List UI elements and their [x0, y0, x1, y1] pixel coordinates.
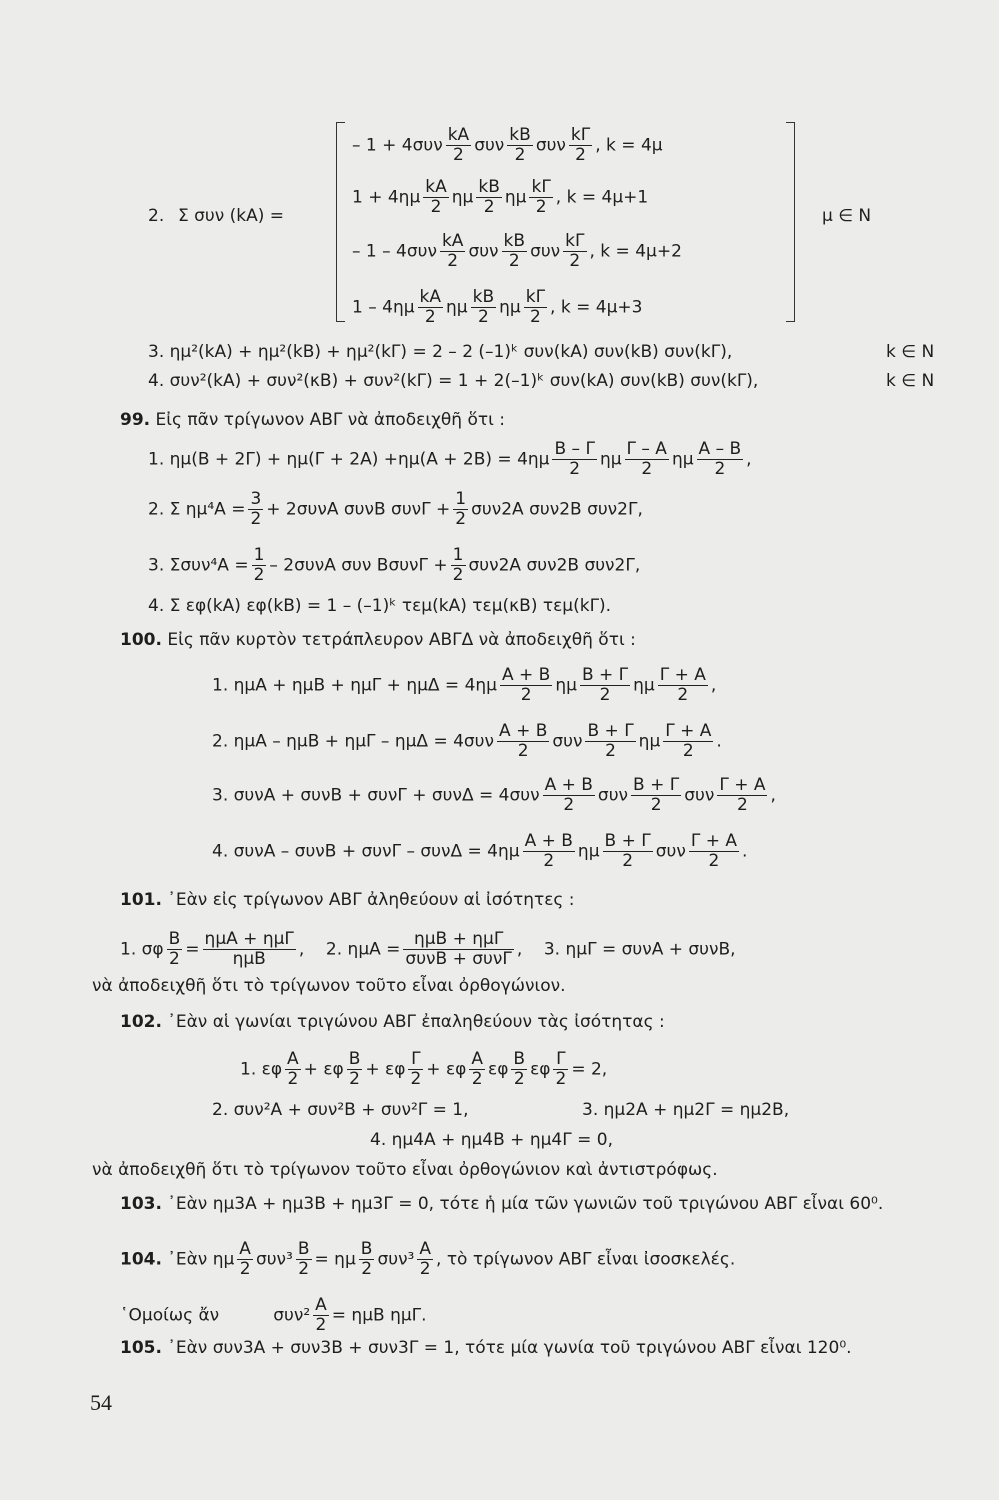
- problem-100-line: 4. συνA – συνB + συνΓ – συνΔ = 4ημ $\frac{A + B}{2}$ ημ $\frac{B + \Gamma}{2}$ συν $\frac{\Gamma + A}{2}$ .: [212, 831, 748, 871]
- problem-100-line: 3. συνA + συνB + συνΓ + συνΔ = 4συν $\frac{A + B}{2}$ συν $\frac{B + \Gamma}{2}$ συν $\frac{\Gamma + A}{2}$ ,: [212, 775, 776, 815]
- page-number: 54: [90, 1390, 112, 1415]
- left-bracket: [336, 122, 345, 322]
- item-number: 2.: [148, 206, 165, 226]
- problem-99-line-1: 1. ημ(B + 2Γ) + ημ(Γ + 2A) +ημ(A + 2B) = 4ημ $\frac{B - \Gamma}{2}$ ημ $\frac{\Gamma - A}{2}$ ημ $\frac{A - B}{2}$ ,: [148, 439, 752, 479]
- problem-99-line-4: 4. Σ εφ(kA) εφ(kB) = 1 – (–1)ᵏ τεμ(kA) τεμ(κB) τεμ(kΓ).: [148, 596, 612, 616]
- problem-99-heading: 99. Εἰς πᾶν τρίγωνον ΑΒΓ νὰ ἀποδειχθῆ ὅτι :: [120, 410, 505, 430]
- identity-3-cond: k ∈ N: [886, 342, 935, 362]
- problem-104: 104. ᾿Εὰν ημ $\frac{A}{2}$ συν³ $\frac{B}{2}$ = ημ $\frac{B}{2}$ συν³ $\frac{A}{2}$ , τὸ τρίγωνον ΑΒΓ εἶναι ἰσοσκελές.: [120, 1239, 736, 1279]
- side-condition: μ ∈ N: [822, 206, 872, 226]
- problem-102-conclusion: νὰ ἀποδειχθῆ ὅτι τὸ τρίγωνον τοῦτο εἶναι ὀρθογώνιον καὶ ἀντιστρόφως.: [92, 1160, 718, 1180]
- problem-102-line-3: 3. ημ2A + ημ2Γ = ημ2B,: [582, 1100, 790, 1120]
- problem-100-line: 1. ημA + ημB + ημΓ + ημΔ = 4ημ $\frac{A + B}{2}$ ημ $\frac{B + \Gamma}{2}$ ημ $\frac{\Gamma + A}{2}$ ,: [212, 665, 717, 705]
- problem-99-line-2: 2. Σ ημ⁴A = $\frac{3}{2}$ + 2συνA συνB συνΓ + $\frac{1}{2}$ συν2A συν2B συν2Γ,: [148, 489, 643, 529]
- case-row: – 1 + 4συν $\frac{kA}{2}$ συν $\frac{kB}{2}$ συν $\frac{k\Gamma}{2}$ , k = 4μ: [352, 125, 663, 165]
- right-bracket: [786, 122, 795, 322]
- problem-104-also: ῾Ομοίως ἄν συν² $\frac{A}{2}$ = ημB ημΓ.: [120, 1295, 427, 1335]
- problem-101-equations: 1. σφ $\frac{B}{2}$ = ημA + ημΓ ημB , 2. ημA = ημB + ημΓ συνB + συνΓ , 3. ημΓ = συνA + συνB,: [120, 929, 736, 969]
- sum-lhs: Σ συν (kA) =: [178, 206, 285, 226]
- problem-102-line-1: 1. εφ $\frac{A}{2}$ + εφ $\frac{B}{2}$ + εφ $\frac{\Gamma}{2}$ + εφ $\frac{A}{2}$ εφ $\frac{B}{2}$ εφ $\frac{\Gamma}{2}$ = 2,: [240, 1049, 608, 1089]
- problem-102-line-2: 2. συν²A + συν²B + συν²Γ = 1,: [212, 1100, 469, 1120]
- problem-99-line-3: 3. Σσυν⁴A = $\frac{1}{2}$ – 2συνA συν BσυνΓ + $\frac{1}{2}$ συν2A συν2B συν2Γ,: [148, 545, 641, 585]
- identity-4-cond: k ∈ N: [886, 371, 935, 391]
- problem-102-line-4: 4. ημ4A + ημ4B + ημ4Γ = 0,: [370, 1130, 613, 1150]
- problem-102-heading: 102. ᾿Εὰν αἱ γωνίαι τριγώνου ΑΒΓ ἐπαληθεύουν τὰς ἰσότητας :: [120, 1012, 665, 1032]
- problem-100-line: 2. ημA – ημB + ημΓ – ημΔ = 4συν $\frac{A + B}{2}$ συν $\frac{B + \Gamma}{2}$ ημ $\frac{\Gamma + A}{2}$ .: [212, 721, 722, 761]
- problem-101-heading: 101. ᾿Εὰν εἰς τρίγωνον ΑΒΓ ἀληθεύουν αἱ ἰσότητες :: [120, 890, 575, 910]
- identity-4: 4. συν²(kA) + συν²(κB) + συν²(kΓ) = 1 + 2(–1)ᵏ συν(kA) συν(kB) συν(kΓ),: [148, 371, 759, 391]
- problem-103: 103. ᾿Εὰν ημ3A + ημ3B + ημ3Γ = 0, τότε ἡ μία τῶν γωνιῶν τοῦ τριγώνου ΑΒΓ εἶναι 60⁰.: [120, 1194, 884, 1214]
- case-row: 1 + 4ημ $\frac{kA}{2}$ ημ $\frac{kB}{2}$ ημ $\frac{k\Gamma}{2}$ , k = 4μ+1: [352, 177, 649, 217]
- identity-3: 3. ημ²(kA) + ημ²(kB) + ημ²(kΓ) = 2 – 2 (–1)ᵏ συν(kA) συν(kB) συν(kΓ),: [148, 342, 733, 362]
- problem-100-heading: 100. Εἰς πᾶν κυρτὸν τετράπλευρον ΑΒΓΔ νὰ ἀποδειχθῆ ὅτι :: [120, 630, 636, 650]
- problem-101-conclusion: νὰ ἀποδειχθῆ ὅτι τὸ τρίγωνον τοῦτο εἶναι ὀρθογώνιον.: [92, 976, 566, 996]
- problem-105: 105. ᾿Εὰν συν3A + συν3B + συν3Γ = 1, τότε μία γωνία τοῦ τριγώνου ΑΒΓ εἶναι 120⁰.: [120, 1338, 852, 1358]
- case-row: – 1 – 4συν $\frac{kA}{2}$ συν $\frac{kB}{2}$ συν $\frac{k\Gamma}{2}$ , k = 4μ+2: [352, 231, 682, 271]
- case-row: 1 – 4ημ $\frac{kA}{2}$ ημ $\frac{kB}{2}$ ημ $\frac{k\Gamma}{2}$ , k = 4μ+3: [352, 287, 643, 327]
